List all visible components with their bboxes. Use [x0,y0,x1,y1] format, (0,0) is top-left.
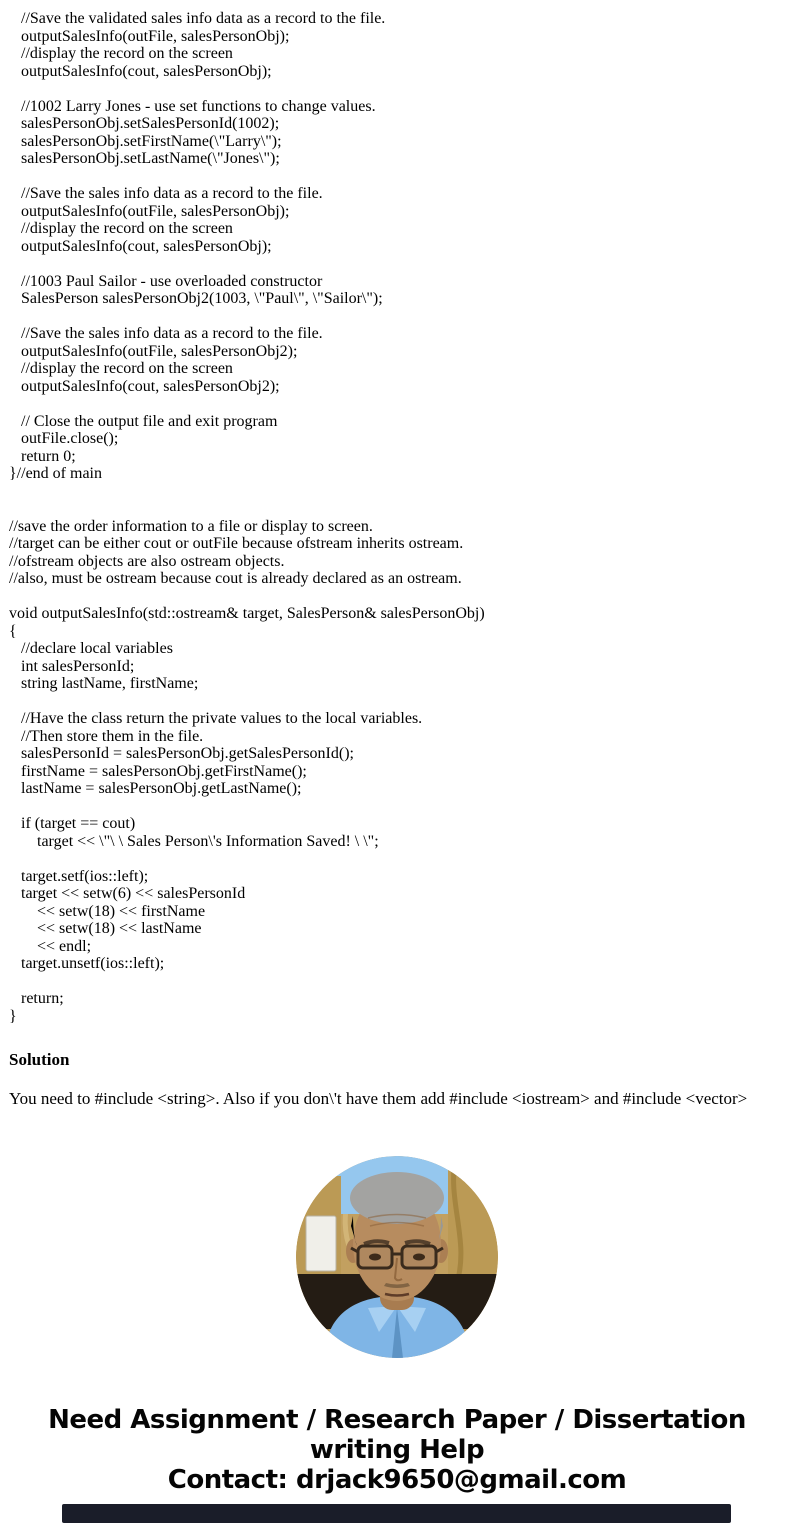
code-line: //target can be either cout or outFile because ofstream inherits ostream. [9,535,464,552]
code-line: string lastName, firstName; [9,675,199,692]
footer-cta [0,1405,794,1495]
code-line: target << \"\ \ Sales Person\'s Information Saved! \ \"; [9,832,379,850]
code-line: salesPersonObj.setSalesPersonId(1002); [9,115,280,132]
footer-contact: Contact: drjack9650@gmail.com [167,1465,627,1495]
bottom-bar [62,1504,731,1523]
code-line [9,693,794,711]
code-line [9,308,794,326]
code-line: << setw(18) << lastName [9,920,202,937]
footer-headline-line1: Need Assignment / Research Paper / Dissertation [48,1405,746,1435]
code-line: << setw(18) << firstName [9,902,206,920]
code-line: }//end of main [9,465,102,482]
code-line: //display the record on the screen [9,45,233,62]
code-line: outputSalesInfo(cout, salesPersonObj); [9,62,272,80]
code-listing [9,10,794,1025]
code-line: outputSalesInfo(cout, salesPersonObj2); [9,377,280,395]
code-line: return 0; [9,447,76,465]
tutor-photo [296,1156,498,1358]
solution-paragraph: You need to #include <string>. Also if you don\'t have them add #include <iostream> and #include <vector> [9,1089,748,1108]
solution-heading: Solution [9,1050,70,1069]
code-line [9,588,794,606]
code-line: SalesPerson salesPersonObj2(1003, \"Paul\", \"Sailor\"); [9,290,383,307]
code-line: << endl; [9,937,92,955]
code-line: //Save the validated sales info data as a record to the file. [9,10,386,27]
code-line: outputSalesInfo(outFile, salesPersonObj); [9,202,290,220]
code-line: //1002 Larry Jones - use set functions to change values. [9,97,376,115]
code-line: //ofstream objects are also ostream objects. [9,552,285,570]
code-line: lastName = salesPersonObj.getLastName(); [9,780,302,797]
code-line [9,395,794,413]
code-line: target << setw(6) << salesPersonId [9,885,246,902]
code-line [9,798,794,816]
code-line: // Close the output file and exit program [9,412,278,430]
code-line: salesPersonObj.setFirstName(\"Larry\"); [9,132,282,150]
code-line: //Save the sales info data as a record to the file. [9,325,323,342]
code-line: target.unsetf(ios::left); [9,955,165,972]
code-line [9,255,794,273]
code-line: outputSalesInfo(outFile, salesPersonObj); [9,27,290,45]
code-line: //display the record on the screen [9,220,233,237]
code-line: outFile.close(); [9,430,119,447]
code-line: { [9,622,17,640]
code-line: void outputSalesInfo(std::ostream& target, SalesPerson& salesPersonObj) [9,605,485,622]
code-line: //declare local variables [9,640,173,657]
footer-headline-line2: writing Help [309,1435,485,1465]
code-line: //also, must be ostream because cout is already declared as an ostream. [9,570,462,587]
code-line [9,483,794,501]
code-line: salesPersonId = salesPersonObj.getSalesPersonId(); [9,745,354,762]
code-line [9,168,794,186]
document-page [0,10,794,1523]
code-line: int salesPersonId; [9,657,135,675]
code-line [9,500,794,518]
code-line [9,850,794,868]
code-line: //Then store them in the file. [9,727,204,745]
code-line: //save the order information to a file or display to screen. [9,517,373,535]
code-line: if (target == cout) [9,815,136,832]
code-line: return; [9,990,64,1007]
code-line: //display the record on the screen [9,360,233,377]
code-line: outputSalesInfo(cout, salesPersonObj); [9,237,272,255]
code-line: target.setf(ios::left); [9,867,149,885]
code-line: //Save the sales info data as a record to the file. [9,185,323,202]
code-line: //1003 Paul Sailor - use overloaded constructor [9,272,323,290]
code-line: } [9,1007,17,1025]
code-line: salesPersonObj.setLastName(\"Jones\"); [9,150,280,167]
code-line [9,80,794,98]
code-line: firstName = salesPersonObj.getFirstName(); [9,762,307,780]
code-line: outputSalesInfo(outFile, salesPersonObj2); [9,342,298,360]
code-line: //Have the class return the private values to the local variables. [9,710,423,727]
code-line [9,973,794,991]
